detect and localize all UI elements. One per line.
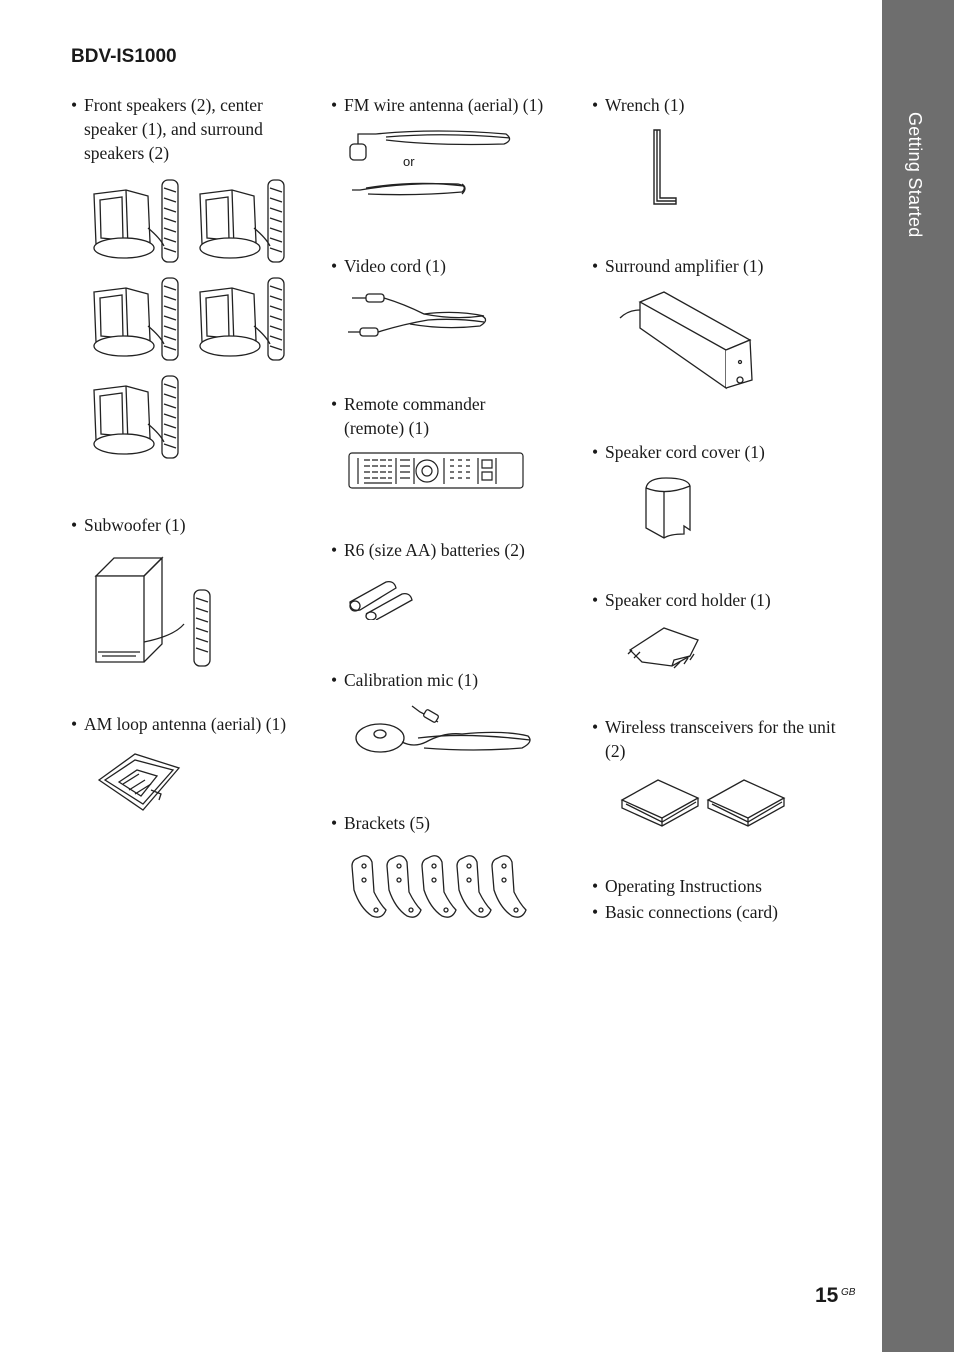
speakers-illustration xyxy=(88,176,298,464)
model-heading: BDV-IS1000 xyxy=(71,46,177,67)
item-label: Video cord (1) xyxy=(344,256,446,276)
item-label: Remote commander (remote) (1) xyxy=(344,394,486,438)
item-basic-connections: • Basic connections (card) xyxy=(592,900,832,924)
speaker-2 xyxy=(200,180,284,262)
subwoofer-illustration xyxy=(92,552,216,670)
transceiver-1 xyxy=(622,780,698,826)
transceiver-2 xyxy=(708,780,784,826)
section-tab-label: Getting Started xyxy=(905,112,925,238)
page-number-suffix: GB xyxy=(841,1287,856,1298)
item-label: Front speakers (2), center speaker (1), and surround speakers (2) xyxy=(84,95,263,163)
item-subwoofer: • Subwoofer (1) xyxy=(71,513,296,537)
speaker-1 xyxy=(94,180,178,262)
item-video-cord: • Video cord (1) xyxy=(331,254,571,278)
item-front-speakers: • Front speakers (2), center speaker (1), and surround speakers (2) xyxy=(71,93,296,165)
item-label: Wireless transceivers for the unit (2) xyxy=(605,717,836,761)
page-number: 15 xyxy=(815,1284,839,1307)
item-label: Subwoofer (1) xyxy=(84,515,186,535)
bracket-1 xyxy=(352,856,386,917)
item-label: Speaker cord cover (1) xyxy=(605,442,765,462)
transceivers-illustration xyxy=(618,774,790,830)
item-label: Basic connections (card) xyxy=(605,902,778,922)
cord-cover-illustration xyxy=(640,474,696,542)
bracket-3 xyxy=(422,856,456,917)
item-label: R6 (size AA) batteries (2) xyxy=(344,540,525,560)
bracket-2 xyxy=(387,856,421,917)
item-surround-amp: • Surround amplifier (1) xyxy=(592,254,832,278)
calibration-mic-illustration xyxy=(354,702,534,766)
batteries-illustration xyxy=(346,576,418,620)
fm-antenna-illustration xyxy=(346,126,516,212)
am-antenna-illustration xyxy=(95,750,185,816)
item-label: AM loop antenna (aerial) (1) xyxy=(84,714,287,734)
remote-illustration xyxy=(348,452,526,490)
item-remote: • Remote commander (remote) (1) xyxy=(331,392,531,440)
item-label: Brackets (5) xyxy=(344,813,431,833)
item-label: Surround amplifier (1) xyxy=(605,256,764,276)
item-cord-holder: • Speaker cord holder (1) xyxy=(592,588,832,612)
item-operating-instructions: • Operating Instructions xyxy=(592,874,832,898)
video-cord-illustration xyxy=(344,290,490,348)
fm-antenna-or: or xyxy=(403,154,415,169)
item-batteries: • R6 (size AA) batteries (2) xyxy=(331,538,571,562)
item-label: Operating Instructions xyxy=(605,876,762,896)
bracket-4 xyxy=(457,856,491,917)
speaker-4 xyxy=(200,278,284,360)
item-fm-antenna: • FM wire antenna (aerial) (1) xyxy=(331,93,571,117)
item-calibration-mic: • Calibration mic (1) xyxy=(331,668,571,692)
surround-amp-illustration xyxy=(618,288,758,396)
item-label: Calibration mic (1) xyxy=(344,670,479,690)
item-label: Speaker cord holder (1) xyxy=(605,590,771,610)
item-wrench: • Wrench (1) xyxy=(592,93,832,117)
item-cord-cover: • Speaker cord cover (1) xyxy=(592,440,832,464)
brackets-illustration xyxy=(350,852,540,922)
item-label: FM wire antenna (aerial) (1) xyxy=(344,95,544,115)
bracket-5 xyxy=(492,856,526,917)
item-label: Wrench (1) xyxy=(605,95,685,115)
item-am-antenna: • AM loop antenna (aerial) (1) xyxy=(71,712,311,736)
speaker-5 xyxy=(94,376,178,458)
item-transceivers: • Wireless transceivers for the unit (2) xyxy=(592,717,836,761)
item-brackets: • Brackets (5) xyxy=(331,811,531,835)
speaker-3 xyxy=(94,278,178,360)
cord-holder-illustration xyxy=(624,622,706,670)
wrench-illustration xyxy=(648,126,684,208)
